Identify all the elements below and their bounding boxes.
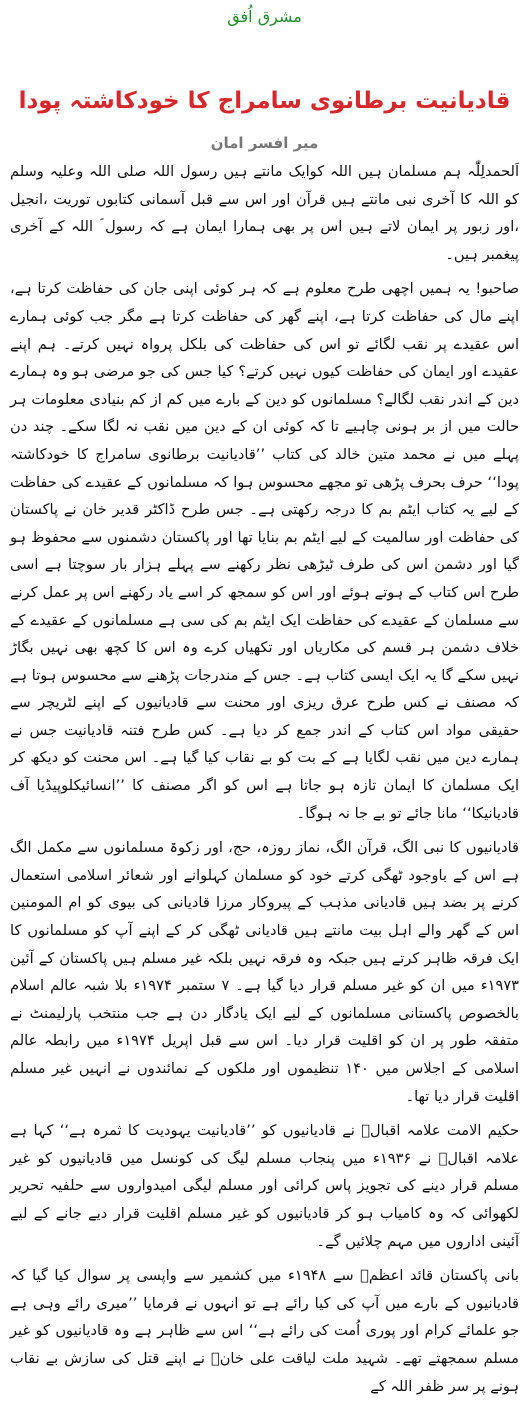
article-body [10,158,519,1407]
column-masthead: مشرق اُفق [227,7,302,26]
paragraph-3: قادیانیوں کا نبی الگ، قرآن الگ، نماز روزہ، حج، اور زکوۃ مسلمانوں سے مکمل الگ ہے اس کے باوجود ٹھگی کرتے خود کو مسلمان کہلوانے اور شعائر اسلامی استعمال کرنے پر بضد ہیں قادیانی مذہب کے پیروکار مرزا قادیانی کی بیوی کو ام المومنین اس کے گھر والے اہل بیت مانتے ہیں قادیانی ٹھگی کر کے اپنے آپ کو مسلمانوں کا ایک فرقہ ظاہر کرتے ہیں جبکہ وہ فرقہ نہیں بلکہ غیر مسلم ہیں پاکستان کے آئین ۱۹۷۳ء میں ان کو غیر مسلم قرار دیا گیا ہے۔ ۷ ستمبر ۱۹۷۴ء بلا شبہ عالم اسلام بالخصوص پاکستانی مسلمانوں کے لیے ایک یادگار دن ہے جب منتخب پارلیمنٹ نے متفقہ طور پر ان کو اقلیت قرار دیا۔ اس سے قبل اپریل ۱۹۷۴ء میں رابطہ عالم اسلامی کے اجلاس میں ۱۴۰ تنظیموں اور ملکوں کے نمائندوں نے انہیں غیر مسلم اقلیت قرار دیا تھا۔ [10,839,519,1105]
paragraph-2: صاحبو! یہ ہمیں اچھی طرح معلوم ہے کہ ہر کوئی اپنی جان کی حفاظت کرتا ہے، اپنے مال کی حفاظت کرتا ہے، اپنے گھر کی حفاظت کرتا ہے مگر جب کوئی ہمارے اس عقیدے پر نقب لگائے تو اس کی حفاظت کی بلکل پرواہ نہیں کرتے۔ ہم اپنے عقیدے اور ایمان کی حفاظت کیوں نہیں کرتے؟ کیا جس کی جو مرضی ہو وہ ہمارے دین کے اندر نقب لگالے؟ مسلمانوں کو دین کے بارے میں کم از کم بنیادی معلومات ہر حالت میں از بر ہونی چاہیے تا کہ کوئی ان کے دین میں نقب نہ لگا سکے۔ چند دن پہلے میں نے محمد متین خالد کی کتاب ’’قادیانیت برطانوی سامراج کا خودکاشتہ پودا‘‘ حرف بحرف پڑھی تو مجھے محسوس ہوا کہ مسلمانوں کے عقیدے کی حفاظت کے لیے یہ کتاب ایٹم بم کا درجہ رکھتی ہے۔ جس طرح ڈاکٹر قدیر خان نے پاکستان کی حفاظت اور سالمیت کے لیے ایٹم بم بنایا تھا اور پاکستان دشمنوں سے محفوظ ہو گیا اور دشمن اس کی طرف ٹیڑھی نظر رکھنے سے پہلے ہزار بار سوچتا ہے اسی طرح اس کتاب کے ہوتے ہوئے اور اس کو سمجھ کر اسے یاد رکھنے اس پر عمل کرنے سے مسلمان کے عقیدے کی حفاظت ایک ایٹم بم کی سی ہے مسلمانوں کے عقیدے کے خلاف دشمن ہر قسم کی مکاریاں اور تکھیاں کرے وہ اس کا کچھ بھی نہیں بگاڑ نہیں سکے گا یہ ایک ایسی کتاب ہے۔ جس کے مندرجات پڑھنے سے محسوس ہوتا ہے کہ مصنف نے کس طرح عرق ریزی اور محنت سے قادیانیوں کے اپنے لٹریچر سے حقیقی مواد اس کتاب کے اندر جمع کر دیا ہے۔ کس طرح فتنہ قادیانیت جس نے ہمارے دین میں نقب لگایا ہے کے بت کو بے نقاب کیا گیا ہے۔ اس محنت کو دیکھ کر ایک مسلمان کا ایمان تازہ ہو جاتا ہے اس کو اگر مصنف کا ’’انسائیکلوپیڈیا آف قادیانیکا‘‘ مانا جائے تو بے جا نہ ہوگا۔ [10,280,519,822]
author-byline: میر افسر امان [210,134,319,152]
paragraph-5: بانی پاکستان قائد اعظمؒ سے ۱۹۴۸ء میں کشمیر سے واپسی پر سوال کیا گیا کہ قادیانیوں کے بارے میں آپ کی کیا رائے ہے تو انہوں نے فرمایا ’’میری رائے وہی ہے جو علمائے کرام اور پوری اُمت کی رائے ہے‘‘ اس سے ظاہر ہے وہ قادیانیوں کو غیر مسلم سمجھتے تھے۔ شہید ملت لیاقت علی خانؒ نے اپنے قتل کی سازش بے نقاب ہونے پر سر ظفر اللہ کے [10,1267,519,1395]
article-headline: قادیانیت برطانوی سامراج کا خودکاشتہ پودا [18,88,511,114]
paragraph-4: حکیم الامت علامہ اقبالؒ نے قادیانیوں کو ’’قادیانیت یہودیت کا ثمرہ ہے‘‘ کہا ہے علامہ اقبالؒ نے ۱۹۳۶ء میں پنجاب مسلم لیگ کی کونسل میں قادیانیوں کو غیر مسلم قرار دینے کی تجویز پاس کرائی اور مسلم لیگی امیدواروں سے حلفیہ تحریر لکھوائی کہ وہ کامیاب ہو کر قادیانیوں کو غیر مسلم اقلیت قرار دیے جانے کے لیے آئینی اداروں میں مہم چلائیں گے۔ [10,1122,519,1250]
paragraph-1: اَلحمدلِلّٰہ ہم مسلمان ہیں اللہ کوایک مانتے ہیں رسول اللہ صلی اللہ وعلیہ وسلم کو اللہ کا آخری نبی مانتے ہیں قرآن اور اس سے قبل آسمانی کتابوں توریت ،انجیل ،اور زبور پر ایمان لاتے ہیں اس پر بھی ہمارا ایمان ہے کہ رسول ؐ اللہ کے آخری پیغمبر ہیں۔ [10,163,519,263]
